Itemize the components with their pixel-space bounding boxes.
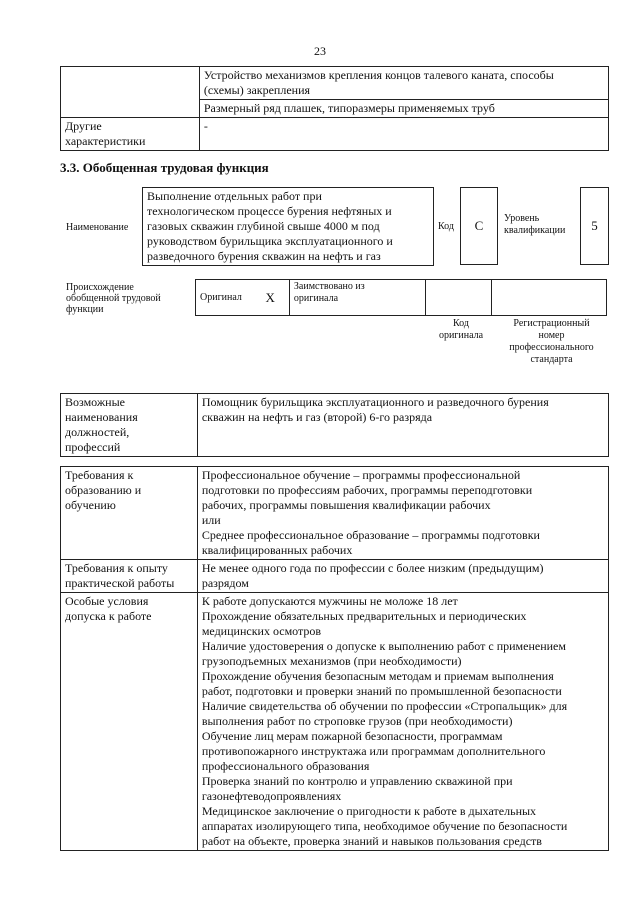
admission-label-line-2: допуска к работе [65,609,152,623]
experience-label-line-2: практической работы [65,576,175,590]
borrowed-label [289,280,425,316]
reg-caption-line-4: стандарта [530,354,573,365]
function-name-line-5: разведочного бурения скважин на нефть и газ [147,249,381,263]
function-name-line-3: газовых скважин глубиной свыше 4000 м под [147,219,380,233]
admission-line-6: Прохождение обучения безопасным методам и приемам выполнения [201,669,554,683]
borrowed-label-line-1: Заимствовано из [293,281,365,292]
table-row [61,118,609,151]
positions-label-cell [61,394,198,457]
admission-line-17: работ на объекте, проверка знаний и навыков пользования средств [201,834,542,848]
function-name-line-4: руководством бурильщика эксплуатационного и [147,234,393,248]
admission-line-11: противопожарного инструктажа или программам дополнительного [201,744,546,758]
table-row [61,560,609,593]
positions-value-line-2: скважин на нефть и газ (второй) 6-го разряда [201,410,433,424]
admission-line-5: грузоподъемных механизмов (при необходимости) [201,654,462,668]
other-label-line-1: Другие [65,119,102,133]
experience-label-cell [61,560,198,593]
experience-line-2: разрядом [201,576,249,590]
experience-value-cell [197,560,608,593]
requirements-table [60,466,609,851]
level-value: 5 [591,218,598,233]
table-row [61,394,609,457]
reg-caption [494,318,609,366]
reg-caption-line-3: профессионального [509,342,594,353]
function-name-box [142,187,434,266]
origin-label-line-3: функции [66,304,104,315]
education-line-5: Среднее профессиональное образование – программы подготовки [201,528,540,542]
original-mark: X [251,280,289,316]
code-value: C [474,218,484,233]
education-label-line-1: Требования к [65,468,134,482]
education-line-4: или [201,513,221,527]
mechanism-line-2: (схемы) закрепления [203,83,311,97]
education-line-3: рабочих, программы повышения квалификации рабочих [201,498,491,512]
code-caption [428,318,494,342]
education-line-6: квалифицированных рабочих [201,543,353,557]
education-label-cell [61,467,198,560]
function-name-line-2: технологическом процессе бурения нефтяных и [147,204,392,218]
admission-line-8: Наличие свидетельства об обучении по профессии «Стропальщик» для [201,699,568,713]
admission-line-7: работ, подготовки и проверки знаний по промышленной безопасности [201,684,562,698]
top-table [60,66,609,151]
education-value-cell [197,467,608,560]
other-value-cell: - [199,118,608,151]
positions-table [60,393,609,457]
level-label [504,213,565,237]
admission-line-14: газонефтеводопроявлениях [201,789,342,803]
reg-caption-line-2: номер [538,330,565,341]
positions-value-line-1: Помощник бурильщика эксплуатационного и разведочного бурения [201,395,549,409]
mechanism-cell [199,67,608,100]
level-label-line-2: квалификации [504,225,566,236]
code-original-cell [425,280,492,316]
admission-label-line-1: Особые условия [65,594,149,608]
origin-label [66,282,161,315]
admission-line-15: Медицинское заключение о пригодности к работе в дыхательных [201,804,537,818]
code-caption-line-1: Код [453,318,469,329]
table-row [61,67,609,100]
page-number: 23 [314,44,326,58]
origin-label-line-2: обобщенной трудовой [66,293,161,304]
admission-line-9: выполнения работ по строповке грузов (при необходимости) [201,714,513,728]
positions-label-line-1: Возможные [65,395,125,409]
admission-line-3: медицинских осмотров [201,624,322,638]
admission-line-13: Проверка знаний по контролю и управлению скважиной при [201,774,513,788]
education-line-2: подготовки по профессиям рабочих, программы переподготовки [201,483,533,497]
education-label-line-2: образованию и [65,483,142,497]
name-label: Наименование [66,222,129,233]
admission-line-10: Обучение лиц мерам пожарной безопасности, программам [201,729,503,743]
positions-label-line-3: должностей, [65,425,130,439]
reg-caption-line-1: Регистрационный [513,318,590,329]
other-label-cell [61,118,200,151]
borrowed-label-line-2: оригинала [293,293,339,304]
positions-label-line-4: профессий [65,440,121,454]
function-name-line-1: Выполнение отдельных работ при [147,189,322,203]
empty-cell [61,67,200,118]
origin-table [195,279,607,316]
table-row [61,467,609,560]
admission-value-cell [197,593,608,851]
origin-label-line-1: Происхождение [66,282,134,293]
section-heading: 3.3. Обобщенная трудовая функция [60,160,269,175]
experience-line-1: Не менее одного года по профессии с более низким (предыдущим) [201,561,544,575]
original-label: Оригинал [196,280,252,316]
admission-line-12: профессионального образования [201,759,370,773]
positions-label-line-2: наименования [65,410,138,424]
admission-line-16: аппаратах изолирующего типа, необходимое обучение по безопасности [201,819,568,833]
table-row [61,593,609,851]
ram-sizes-cell: Размерный ряд плашек, типоразмеры применяемых труб [199,100,608,118]
admission-line-2: Прохождение обязательных предварительных и периодических [201,609,527,623]
other-label-line-2: характеристики [65,134,146,148]
code-label: Код [438,221,454,232]
admission-line-1: К работе допускаются мужчины не моложе 18 лет [201,594,458,608]
experience-label-line-1: Требования к опыту [65,561,168,575]
education-line-1: Профессиональное обучение – программы профессиональной [201,468,521,482]
level-value-box [580,187,609,265]
education-label-line-3: обучению [65,498,116,512]
code-value-box [460,187,498,265]
reg-number-cell [492,280,607,316]
level-label-line-1: Уровень [504,213,540,224]
admission-label-cell [61,593,198,851]
code-caption-line-2: оригинала [438,330,484,341]
table-row [196,280,607,316]
mechanism-line-1: Устройство механизмов крепления концов талевого каната, способы [203,68,554,82]
admission-line-4: Наличие удостоверения о допуске к выполнению работ с применением [201,639,566,653]
positions-value-cell [197,394,608,457]
